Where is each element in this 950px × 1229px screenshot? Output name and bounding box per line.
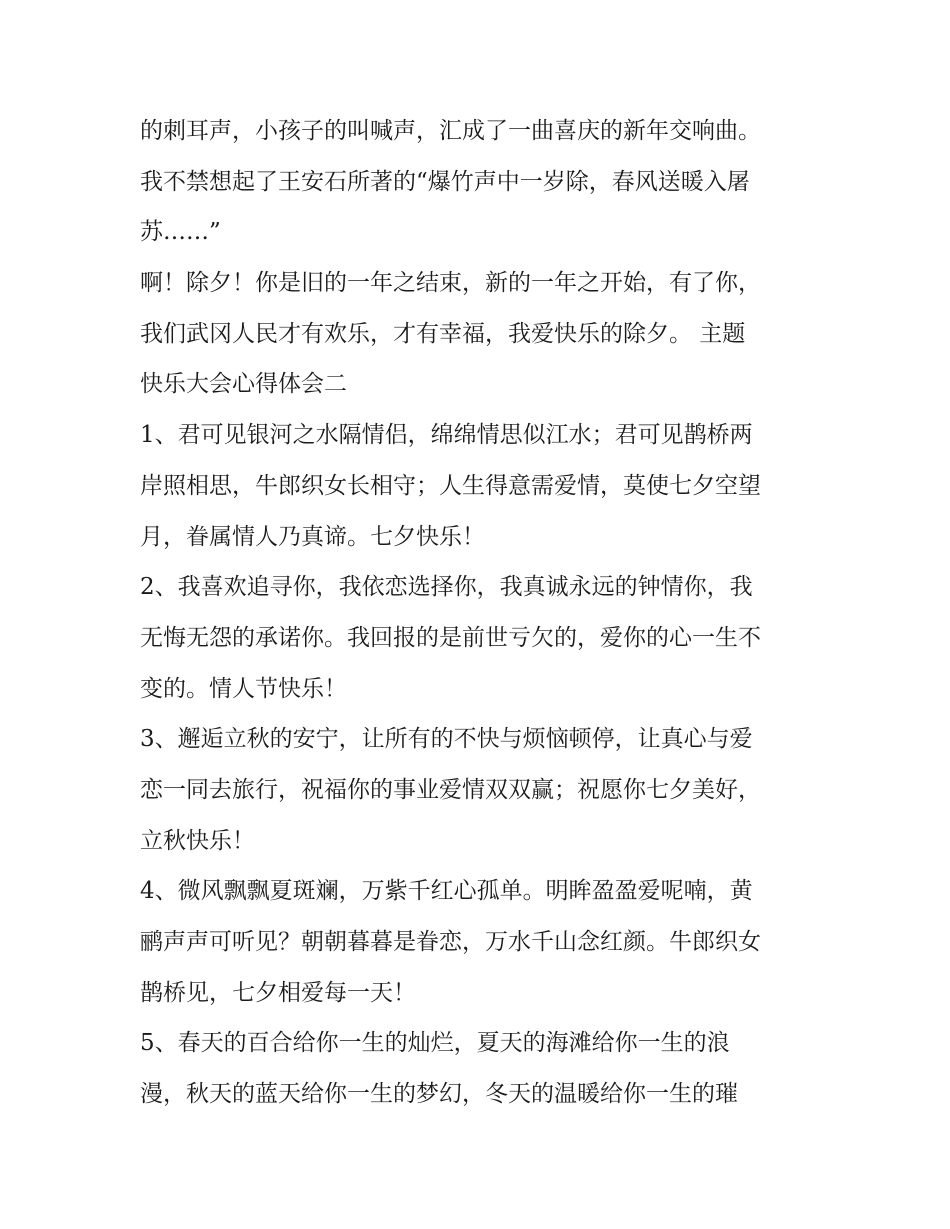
text-line: 漫，秋天的蓝天给你一生的梦幻，冬天的温暖给你一生的璀	[140, 1081, 738, 1108]
text-line: 4、微风飘飘夏斑斓，万紫千红心孤单。明眸盈盈爱呢喃，黄	[140, 878, 753, 905]
text-line: 我们武冈人民才有欢乐，才有幸福，我爱快乐的除夕。 主题	[140, 320, 746, 347]
document-body	[140, 106, 820, 1120]
section-heading: 快乐大会心得体会二	[140, 371, 347, 398]
text-line: 变的。情人节快乐！	[140, 675, 347, 702]
text-line: 的刺耳声，小孩子的叫喊声，汇成了一曲喜庆的新年交响曲。	[140, 118, 761, 144]
text-line: 恋一同去旅行，祝福你的事业爱情双双赢；祝愿你七夕美好，	[140, 776, 761, 803]
text-line: 鹂声声可听见？朝朝暮暮是眷恋，万水千山念红颜。牛郎织女	[140, 929, 761, 955]
text-line: 我不禁想起了王安石所著的“爆竹声中一岁除，春风送暖入屠	[140, 168, 750, 195]
text-line: 5、春天的百合给你一生的灿烂，夏天的海滩给你一生的浪	[140, 1030, 730, 1057]
text-line: 鹊桥见，七夕相爱每一天！	[140, 979, 416, 1006]
text-line: 1、君可见银河之水隔情侣，绵绵情思似江水；君可见鹊桥两	[140, 422, 753, 449]
text-line: 啊！除夕！你是旧的一年之结束，新的一年之开始，有了你，	[140, 270, 761, 297]
text-line: 苏……”	[140, 219, 221, 246]
text-line: 月，眷属情人乃真谛。七夕快乐！	[140, 523, 485, 550]
text-line: 2、我喜欢追寻你，我依恋选择你，我真诚永远的钟情你，我	[140, 574, 753, 601]
text-line: 岸照相思，牛郎织女长相守；人生得意需爱情，莫使七夕空望	[140, 472, 761, 499]
text-line: 无悔无怨的承诺你。我回报的是前世亏欠的，爱你的心一生不	[140, 624, 761, 651]
text-line: 3、邂逅立秋的安宁，让所有的不快与烦恼顿停，让真心与爱	[140, 726, 753, 753]
text-line: 立秋快乐！	[140, 827, 255, 854]
